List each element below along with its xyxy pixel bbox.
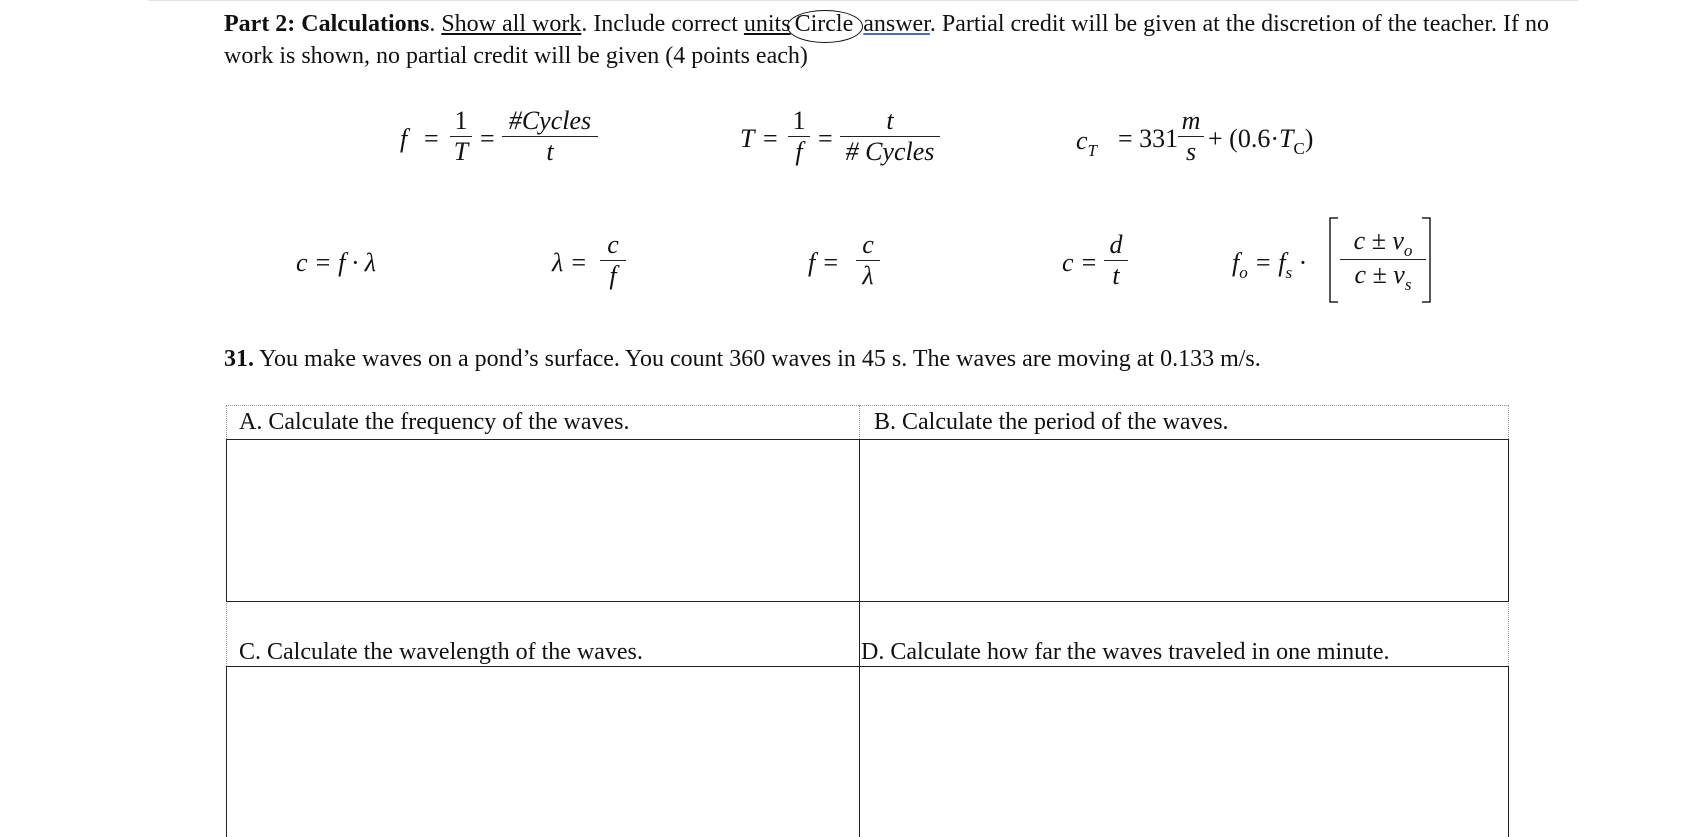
denominator: t (1112, 261, 1120, 290)
question-number: 31. (224, 346, 254, 372)
answer-table (226, 405, 1509, 837)
numerator: #Cycles (502, 106, 598, 137)
formula-symbol: f = (808, 248, 840, 277)
answer-box-b[interactable] (860, 440, 1508, 601)
part-heading: Calculations (301, 11, 430, 37)
table-border (859, 601, 860, 667)
numerator: 1 (788, 106, 810, 137)
formula-fraction (450, 106, 472, 167)
formula-symbol: = (763, 124, 778, 153)
denominator: # Cycles (845, 137, 935, 166)
answer-box-c[interactable] (227, 667, 859, 837)
question-c-label: C. Calculate the wavelength of the waves. (239, 639, 643, 665)
table-border (1508, 601, 1509, 666)
numerator: $c \pm v_o$ (1340, 226, 1426, 260)
formula-fraction (1340, 226, 1426, 293)
formula-fraction (502, 106, 598, 167)
table-border (226, 601, 1509, 602)
formula-symbol: + $(0.6\cdot T_C)$ (1208, 124, 1314, 158)
question-b-label: B. Calculate the period of the waves. (874, 409, 1229, 435)
show-work-text: Show all work (441, 11, 582, 37)
question-a-label: A. Calculate the frequency of the waves. (239, 409, 630, 435)
formula-symbol: $f_o = f_s$ · (1232, 248, 1308, 282)
formula-fraction (1178, 106, 1204, 167)
formula-symbol: λ = (552, 248, 588, 277)
answer-box-a[interactable] (227, 440, 859, 601)
include-text: . Include correct (581, 11, 744, 37)
numerator: c (600, 230, 626, 261)
numerator: c (856, 230, 880, 261)
part-label: Part 2: (224, 11, 296, 37)
formula-symbol: = (424, 124, 439, 153)
denominator: λ (862, 261, 874, 290)
instructions-rest: . Partial credit will be given at the discretion of the teacher. If no work is shown, no partial credit will be given (4 points each) (224, 11, 1549, 69)
denominator: f (609, 261, 617, 290)
numerator: 1 (450, 106, 472, 137)
table-border (226, 405, 1509, 406)
question-d-label: D. Calculate how far the waves traveled in one minute. (861, 639, 1390, 665)
table-border (1508, 439, 1509, 602)
question-text: You make waves on a pond’s surface. You count 360 waves in 45 s. The waves are moving at 0.133 m/s. (259, 346, 1261, 372)
question-31 (224, 343, 1261, 375)
answer-box-d[interactable] (860, 667, 1508, 837)
denominator: f (795, 137, 803, 166)
formula-symbol: = (818, 124, 833, 153)
formula-symbol: = (480, 124, 495, 153)
instructions (224, 8, 1554, 72)
formula-symbol: $c_T$ (1076, 126, 1098, 160)
formula-symbol: c = f · λ (296, 248, 377, 277)
formula-symbol: c = (1062, 248, 1098, 277)
denominator: s (1185, 137, 1197, 166)
answer-text: answer (863, 11, 930, 37)
formula-symbol: f (400, 124, 408, 153)
table-border (226, 601, 227, 666)
table-border (1508, 405, 1509, 439)
table-border (1508, 666, 1509, 837)
formula-symbol: = 331 (1118, 124, 1179, 153)
numerator: m (1178, 106, 1204, 137)
top-rule (148, 0, 1578, 1)
denominator: t (546, 137, 554, 166)
formula-fraction (788, 106, 810, 167)
formula-fraction (600, 230, 626, 291)
table-border (226, 405, 227, 439)
numerator: d (1104, 230, 1128, 261)
circle-text: Circle (791, 8, 858, 40)
formula-symbol: T (740, 124, 755, 153)
denominator: $c \pm v_s$ (1354, 260, 1412, 294)
period: . (429, 11, 436, 37)
formula-fraction (856, 230, 880, 291)
denominator: T (453, 137, 469, 166)
formula-fraction (1104, 230, 1128, 291)
formula-fraction (840, 106, 940, 167)
units-text: units (743, 11, 791, 37)
table-border (859, 405, 860, 439)
numerator: t (840, 106, 940, 137)
